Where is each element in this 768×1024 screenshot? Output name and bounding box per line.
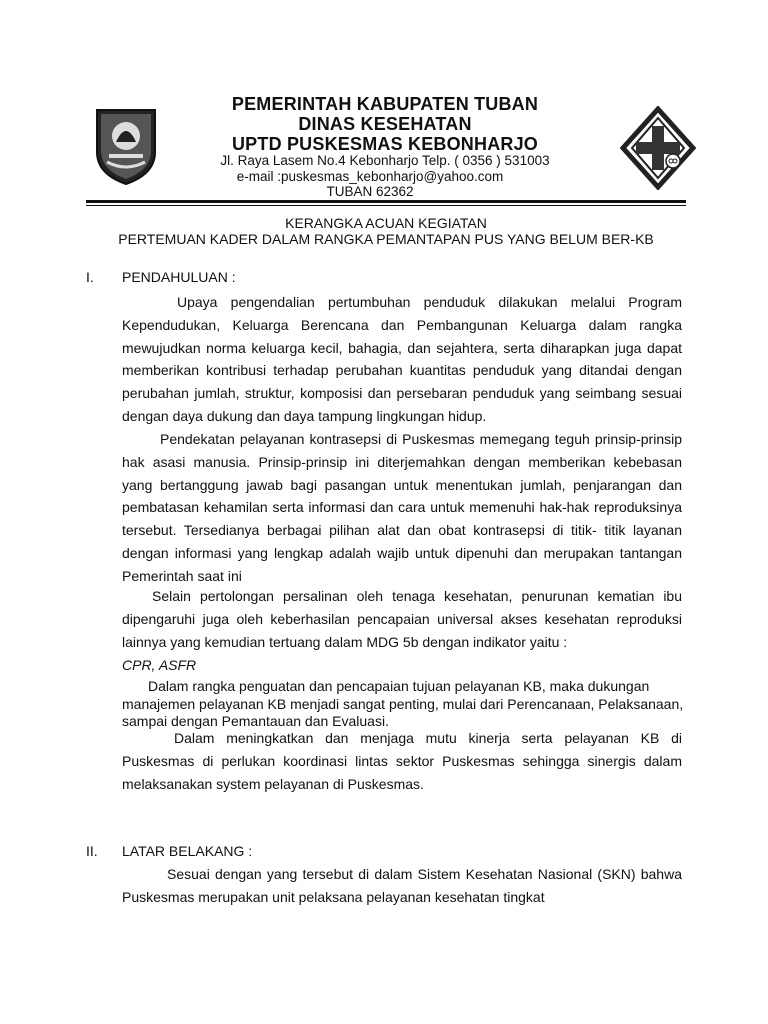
paragraph: Upaya pengendalian pertumbuhan penduduk dilakukan melalui Program Kependudukan, Keluarga Berencana dan Pembangunan Keluarga dalam rangka mewujudkan norma keluarga kecil, bahagia, dan sejahtera, serta diharapkan juga dapat memberikan kontribusi terhadap perubahan kuantitas penduduk yang ditandai dengan perubahan jumlah, struktur, komposisi dan persebaran penduduk yang seimbang sesuai dengan daya dukung dan daya tampung lingkungan hidup. <box>122 294 682 424</box>
letterhead-address: Jl. Raya Lasem No.4 Kebonharjo Telp. ( 0356 ) 531003 <box>220 153 550 168</box>
paragraph: Selain pertolongan persalinan oleh tenaga kesehatan, penurunan kematian ibu dipengaruhi juga oleh keberhasilan pencapaian universal akses kesehatan reproduksi lainnya yang kemudian tertuang dalam MDG 5b dengan indikator yaitu : <box>122 588 682 650</box>
doc-title-secondary: PERTEMUAN KADER DALAM RANGKA PEMANTAPAN PUS YANG BELUM BER-KB <box>118 231 654 247</box>
doc-title-primary: KERANGKA ACUAN KEGIATAN <box>285 215 487 231</box>
puskesmas-logo <box>620 106 696 190</box>
regency-emblem-logo <box>95 106 157 186</box>
section-number: I. <box>86 269 94 285</box>
letterhead-department: DINAS KESEHATAN <box>298 114 472 134</box>
letterhead-government: PEMERINTAH KABUPATEN TUBAN <box>231 94 539 114</box>
paragraph: Dalam rangka penguatan dan pencapaian tujuan pelayanan KB, maka dukungan manajemen pelayanan KB menjadi sangat penting, mulai dari Perencanaan, Pelaksanaan, sampai dengan Pemantauan dan Evaluasi. <box>122 678 684 729</box>
letterhead-city: TUBAN 62362 <box>326 184 414 199</box>
paragraph: Pendekatan pelayanan kontrasepsi di Puskesmas memegang teguh prinsip-prinsip hak asasi manusia. Prinsip-prinsip ini diterjemahkan dengan memberikan kebebasan yang bertanggung jawab bagi pasangan untuk menentukan jumlah, penjarangan dan pembatasan kehamilan serta informasi dan cara untuk memenuhi hak-hak reproduksinya tersebut. Tersedianya berbagai pilihan alat dan obat kontrasepsi di titik- titik layanan dengan informasi yang lengkap adalah wajib untuk dipenuhi dan merupakan tantangan Pemerintah saat ini <box>122 431 682 584</box>
letterhead-institution: UPTD PUSKESMAS KEBONHARJO <box>231 134 539 154</box>
section-title: PENDAHULUAN : <box>122 269 236 285</box>
section-number: II. <box>86 843 98 859</box>
paragraph: Dalam meningkatkan dan menjaga mutu kinerja serta pelayanan KB di Puskesmas di perlukan koordinasi lintas sektor Puskesmas sehingga sinergis dalam melaksanakan system pelayanan di Puskesmas. <box>122 730 682 792</box>
shield-emblem-icon <box>95 106 157 186</box>
paragraph-indicators: CPR, ASFR <box>122 657 197 673</box>
letterhead-rule-thick <box>86 200 686 203</box>
puskesmas-cross-icon <box>620 106 696 190</box>
letterhead-rule-thin <box>86 205 686 206</box>
section-title: LATAR BELAKANG : <box>122 843 253 859</box>
paragraph: Sesuai dengan yang tersebut di dalam Sistem Kesehatan Nasional (SKN) bahwa Puskesmas merupakan unit pelaksana pelayanan kesehatan tingkat <box>122 866 682 905</box>
letterhead-email: e-mail :puskesmas_kebonharjo@yahoo.com <box>236 169 504 184</box>
